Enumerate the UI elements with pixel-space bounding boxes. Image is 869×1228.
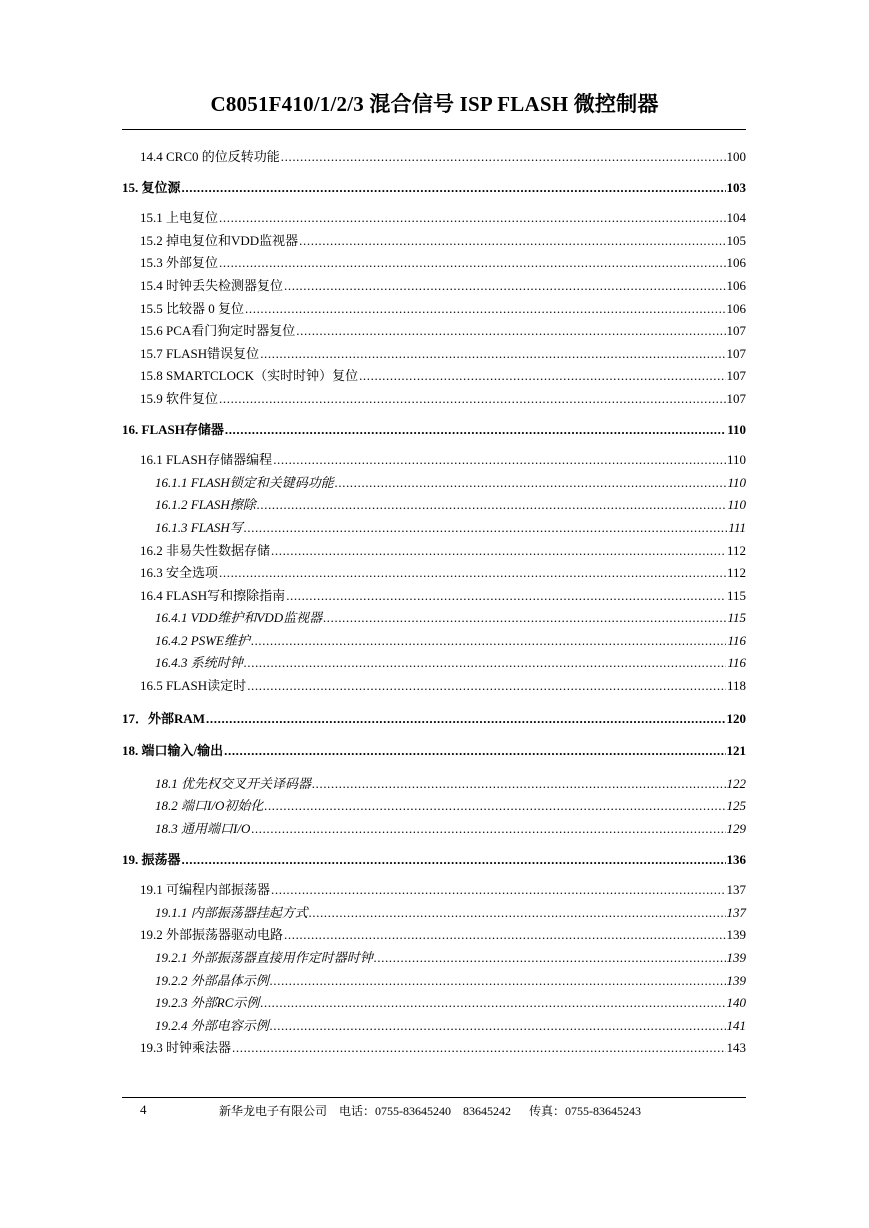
toc-entry-label: 19.2.3 外部RC示例 — [155, 995, 260, 1011]
toc-leader-dots — [224, 740, 725, 762]
toc-entry[interactable] — [122, 562, 746, 585]
toc-entry[interactable] — [122, 230, 746, 253]
footer-page-number: 4 — [140, 1102, 147, 1117]
toc-entry-page: 120 — [726, 710, 746, 726]
toc-entry-page: 106 — [726, 255, 746, 271]
toc-leader-dots — [271, 540, 726, 562]
toc-entry-page: 136 — [726, 851, 746, 867]
toc-entry[interactable] — [122, 947, 746, 970]
toc-leader-dots — [257, 494, 727, 516]
toc-entry-page: 139 — [726, 972, 746, 988]
toc-entry-label: 18.3 通用端口I/O — [155, 821, 251, 837]
toc-entry-label: 16.4.2 PSWE维护 — [155, 632, 250, 648]
toc-entry-page: 107 — [726, 368, 746, 384]
toc-entry-label: 18. 端口输入/输出 — [122, 743, 224, 759]
toc-leader-dots — [260, 343, 725, 365]
toc-entry[interactable] — [122, 472, 746, 495]
toc-leader-dots — [270, 1015, 726, 1037]
toc-entry-label: 15.4 时钟丢失检测器复位 — [140, 277, 284, 293]
toc-entry[interactable] — [122, 365, 746, 388]
toc-entry[interactable] — [122, 818, 746, 841]
toc-entry-label: 17．外部RAM — [122, 710, 206, 726]
toc-leader-dots — [335, 472, 727, 494]
toc-leader-dots — [286, 585, 726, 607]
toc-entry-page: 107 — [726, 345, 746, 361]
toc-chapter-entry[interactable] — [122, 740, 746, 763]
toc-chapter-entry[interactable] — [122, 708, 746, 731]
toc-leader-dots — [260, 992, 725, 1014]
toc-entry-page: 125 — [726, 798, 746, 814]
toc-leader-dots — [284, 924, 725, 946]
toc-leader-dots — [374, 947, 726, 969]
toc-leader-dots — [251, 630, 726, 652]
toc-entry-page: 139 — [726, 950, 746, 965]
toc-entry-label: 15.3 外部复位 — [140, 255, 219, 271]
toc-chapter-entry[interactable] — [122, 419, 746, 442]
toc-leader-dots — [182, 177, 726, 199]
toc-entry-label: 15.1 上电复位 — [140, 210, 219, 226]
toc-entry-page: 116 — [727, 632, 746, 648]
toc-entry-label: 16.5 FLASH读定时 — [140, 678, 247, 694]
toc-leader-dots — [251, 818, 725, 840]
toc-entry-page: 106 — [726, 277, 746, 293]
header-divider — [122, 129, 746, 130]
toc-entry-label: 19.2 外部振荡器驱动电路 — [140, 927, 284, 943]
toc-entry-label: 16.4.1 VDD维护和VDD监视器 — [155, 610, 323, 626]
toc-entry[interactable] — [122, 298, 746, 321]
toc-entry-label: 19.3 时钟乘法器 — [140, 1040, 232, 1056]
toc-entry-page: 110 — [726, 452, 746, 468]
toc-entry-page: 139 — [726, 927, 746, 943]
toc-entry-page: 112 — [726, 542, 746, 558]
toc-entry-page: 100 — [726, 149, 746, 164]
toc-entry-page: 111 — [728, 519, 746, 535]
toc-entry-label: 15.2 掉电复位和VDD监视器 — [140, 232, 299, 248]
toc-leader-dots — [232, 1037, 725, 1059]
toc-leader-dots — [309, 902, 726, 924]
toc-entry[interactable] — [122, 1037, 746, 1060]
toc-entry[interactable] — [122, 449, 746, 472]
toc-entry[interactable] — [122, 540, 746, 563]
page-title: C8051F410/1/2/3 混合信号 ISP FLASH 微控制器 — [210, 92, 659, 116]
toc-entry[interactable] — [122, 343, 746, 366]
table-of-contents — [122, 146, 746, 1060]
toc-entry-label: 19.1.1 内部振荡器挂起方式 — [155, 904, 308, 920]
toc-entry-label: 19.1 可编程内部振荡器 — [140, 882, 271, 898]
toc-entry-label: 14.4 CRC0 的位反转功能 — [140, 149, 280, 164]
toc-entry[interactable] — [122, 902, 746, 925]
toc-entry-label: 15.6 PCA看门狗定时器复位 — [140, 323, 296, 339]
toc-entry-page: 121 — [726, 743, 746, 759]
toc-chapter-entry[interactable] — [122, 849, 746, 872]
toc-entry[interactable] — [122, 207, 746, 230]
toc-entry-label: 18.2 端口I/O初始化 — [155, 798, 264, 814]
toc-entry-page: 106 — [726, 300, 746, 316]
toc-entry-page: 137 — [726, 904, 746, 920]
toc-entry-page: 107 — [726, 390, 746, 406]
toc-entry-label: 15. 复位源 — [122, 179, 181, 195]
toc-entry[interactable] — [122, 320, 746, 343]
toc-entry-page: 115 — [726, 587, 746, 603]
toc-leader-dots — [219, 207, 725, 229]
toc-entry-page: 143 — [726, 1040, 746, 1056]
toc-entry-label: 19. 振荡器 — [122, 851, 181, 867]
toc-entry-label: 16.4 FLASH写和擦除指南 — [140, 587, 286, 603]
footer-company-contact: 新华龙电子有限公司 电话：0755-83645240 83645242 传真：0755-83645243 — [219, 1104, 641, 1118]
toc-entry-label: 16.4.3 系统时钟 — [155, 655, 243, 671]
toc-entry-page: 129 — [726, 821, 746, 837]
toc-leader-dots — [273, 449, 726, 471]
toc-entry[interactable] — [122, 970, 746, 993]
toc-leader-dots — [219, 562, 726, 584]
toc-entry[interactable] — [122, 992, 746, 1015]
toc-entry[interactable] — [122, 795, 746, 818]
toc-entry-page: 110 — [727, 474, 746, 490]
toc-entry[interactable] — [122, 1015, 746, 1038]
toc-entry[interactable] — [122, 607, 746, 630]
toc-leader-dots — [219, 252, 725, 274]
toc-entry-label: 16.1.3 FLASH写 — [155, 519, 243, 535]
toc-entry[interactable] — [122, 675, 746, 698]
toc-entry-label: 16.1 FLASH存储器编程 — [140, 452, 273, 468]
toc-entry[interactable] — [122, 388, 746, 411]
toc-entry-label: 16. FLASH存储器 — [122, 421, 224, 437]
toc-entry-page: 140 — [726, 995, 746, 1011]
toc-entry-page: 116 — [727, 655, 746, 671]
toc-entry[interactable] — [122, 652, 746, 675]
toc-leader-dots — [264, 795, 725, 817]
toc-entry[interactable] — [122, 585, 746, 608]
toc-chapter-entry[interactable] — [122, 177, 746, 200]
toc-leader-dots — [281, 146, 726, 168]
toc-leader-dots — [270, 970, 726, 992]
toc-entry-page: 107 — [726, 323, 746, 339]
toc-entry-label: 15.9 软件复位 — [140, 390, 219, 406]
toc-leader-dots — [247, 675, 726, 697]
toc-entry[interactable] — [122, 494, 746, 517]
toc-entry-page: 141 — [726, 1017, 746, 1033]
toc-leader-dots — [284, 275, 725, 297]
toc-entry-label: 16.2 非易失性数据存储 — [140, 542, 271, 558]
toc-leader-dots — [359, 365, 725, 387]
toc-entry-page: 105 — [726, 232, 746, 248]
toc-entry[interactable] — [122, 924, 746, 947]
toc-leader-dots — [271, 879, 725, 901]
toc-entry-label: 19.2.1 外部振荡器直接用作定时器时钟 — [155, 950, 373, 965]
toc-entry-label: 16.1.2 FLASH擦除 — [155, 497, 256, 513]
toc-leader-dots — [182, 849, 726, 871]
toc-entry-page: 118 — [726, 678, 746, 694]
toc-entry[interactable] — [122, 773, 746, 796]
toc-leader-dots — [245, 298, 725, 320]
toc-leader-dots — [206, 708, 725, 730]
toc-entry-page: 104 — [726, 210, 746, 226]
footer-divider — [122, 1097, 746, 1098]
toc-leader-dots — [312, 773, 725, 795]
toc-entry[interactable] — [122, 517, 746, 540]
toc-entry-label: 16.1.1 FLASH锁定和关键码功能 — [155, 474, 334, 490]
toc-entry-page: 137 — [726, 882, 746, 898]
toc-entry-page: 110 — [727, 497, 746, 513]
toc-leader-dots — [296, 320, 725, 342]
toc-entry-label: 15.8 SMARTCLOCK（实时时钟）复位 — [140, 368, 359, 384]
toc-entry-label: 19.2.4 外部电容示例 — [155, 1017, 269, 1033]
toc-entry-page: 103 — [726, 179, 746, 195]
toc-entry[interactable] — [122, 630, 746, 653]
toc-leader-dots — [219, 388, 725, 410]
toc-entry-page: 110 — [727, 421, 746, 437]
toc-entry-page: 112 — [726, 565, 746, 581]
toc-entry[interactable] — [122, 252, 746, 275]
toc-leader-dots — [299, 230, 725, 252]
toc-entry[interactable] — [122, 146, 746, 169]
toc-entry[interactable] — [122, 879, 746, 902]
toc-leader-dots — [244, 517, 728, 539]
toc-entry-label: 19.2.2 外部晶体示例 — [155, 972, 269, 988]
toc-entry-label: 15.7 FLASH错误复位 — [140, 345, 260, 361]
toc-leader-dots — [323, 607, 726, 629]
toc-leader-dots — [244, 652, 727, 674]
toc-entry-page: 122 — [726, 775, 746, 791]
toc-leader-dots — [225, 419, 726, 441]
toc-entry-label: 16.3 安全选项 — [140, 565, 219, 581]
toc-entry-label: 15.5 比较器 0 复位 — [140, 300, 245, 316]
toc-entry[interactable] — [122, 275, 746, 298]
toc-entry-label: 18.1 优先权交叉开关译码器 — [155, 775, 312, 791]
toc-entry-page: 115 — [727, 610, 746, 626]
